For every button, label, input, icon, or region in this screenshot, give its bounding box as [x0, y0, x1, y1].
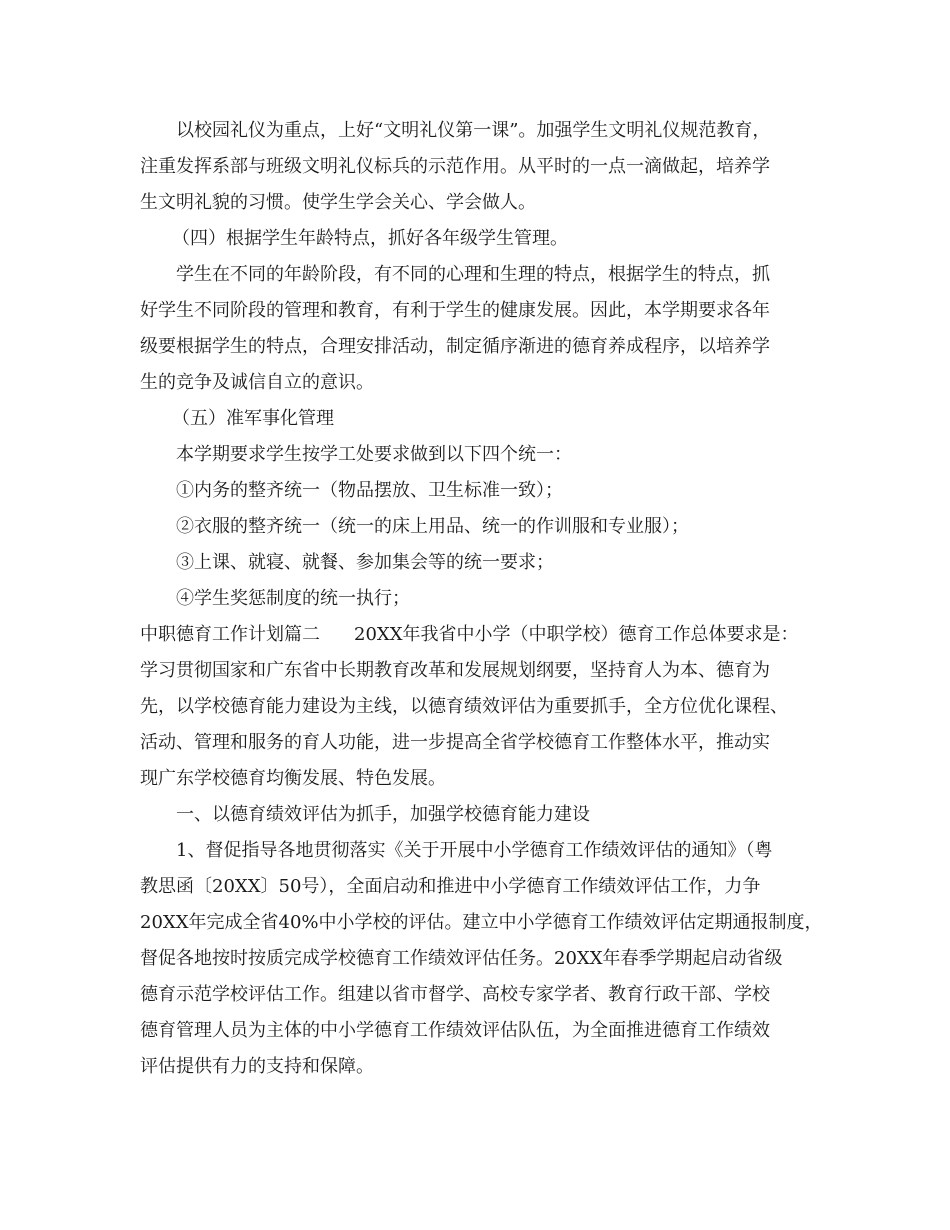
paragraph-line: 20XX年完成全省40%中小学校的评估。建立中小学德育工作绩效评估定期通报制度，: [140, 912, 823, 933]
paragraph-line: 现广东学校德育均衡发展、特色发展。: [140, 768, 446, 789]
paragraph-line: 评估提供有力的支持和保障。: [140, 1056, 374, 1077]
paragraph-line: 教思函〔20XX〕50号），全面启动和推进中小学德育工作绩效评估工作，力争: [140, 876, 761, 897]
list-item: ④学生奖惩制度的统一执行；: [176, 588, 410, 609]
paragraph-line: 学习贯彻国家和广东省中长期教育改革和发展规划纲要，坚持育人为本、德育为: [140, 660, 770, 681]
list-item: ①内务的整齐统一（物品摆放、卫生标准一致）；: [176, 480, 563, 501]
section-intro: 20XX年我省中小学（中职学校）德育工作总体要求是：: [354, 624, 799, 645]
paragraph-line: 活动、管理和服务的育人功能，进一步提高全省学校德育工作整体水平，推动实: [140, 732, 770, 753]
subheading: （五）准军事化管理: [172, 408, 334, 429]
list-item: ③上课、就寝、就餐、参加集会等的统一要求；: [176, 552, 554, 573]
paragraph-line: 学生在不同的年龄阶段，有不同的心理和生理的特点，根据学生的特点，抓: [176, 264, 770, 285]
paragraph-line: 注重发挥系部与班级文明礼仪标兵的示范作用。从平时的一点一滴做起，培养学: [140, 156, 770, 177]
paragraph-line: 先，以学校德育能力建设为主线，以德育绩效评估为重要抓手，全方位优化课程、: [140, 696, 788, 717]
subheading: 一、以德育绩效评估为抓手，加强学校德育能力建设: [176, 804, 590, 825]
paragraph-line: 以校园礼仪为重点，上好“文明礼仪第一课”。加强学生文明礼仪规范教育，: [176, 120, 771, 141]
paragraph-line: 级要根据学生的特点，合理安排活动，制定循序渐进的德育养成程序，以培养学: [140, 336, 770, 357]
paragraph-line: 生文明礼貌的习惯。使学生学会关心、学会做人。: [140, 192, 536, 213]
paragraph-line: 督促各地按时按质完成学校德育工作绩效评估任务。20XX年春季学期起启动省级: [140, 948, 783, 969]
paragraph-line: 本学期要求学生按学工处要求做到以下四个统一：: [176, 444, 572, 465]
paragraph-line: 1、督促指导各地贯彻落实《关于开展中小学德育工作绩效评估的通知》（粤: [176, 840, 773, 861]
subheading: （四）根据学生年龄特点，抓好各年级学生管理。: [172, 228, 568, 249]
paragraph-line: 德育示范学校评估工作。组建以省市督学、高校专家学者、教育行政干部、学校: [140, 984, 770, 1005]
section-header-line: [140, 623, 799, 647]
paragraph-line: 德育管理人员为主体的中小学德育工作绩效评估队伍，为全面推进德育工作绩效: [140, 1020, 770, 1041]
list-item: ②衣服的整齐统一（统一的床上用品、统一的作训服和专业服）；: [176, 516, 689, 537]
section-title: 中职德育工作计划篇二: [140, 624, 320, 645]
paragraph-line: 生的竞争及诚信自立的意识。: [140, 372, 374, 393]
paragraph-line: 好学生不同阶段的管理和教育，有利于学生的健康发展。因此，本学期要求各年: [140, 300, 770, 321]
